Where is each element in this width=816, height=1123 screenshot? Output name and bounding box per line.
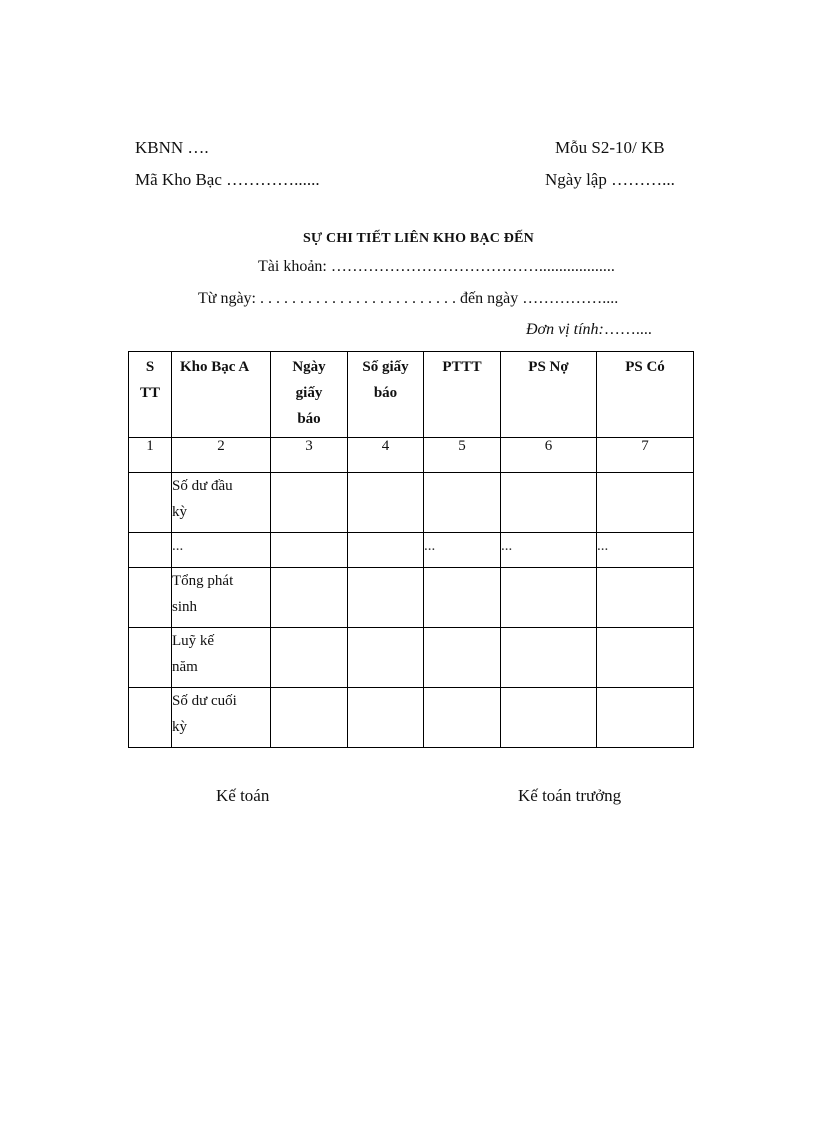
- table-cell: [348, 473, 424, 533]
- table-cell: [129, 568, 172, 628]
- table-cell: [597, 688, 694, 748]
- table-cell: [424, 473, 501, 533]
- column-number: 5: [424, 438, 501, 473]
- column-number: 4: [348, 438, 424, 473]
- date-range-line: Từ ngày: . . . . . . . . . . . . . . . . . . . . . . . . . đến ngày ……………....: [198, 290, 619, 307]
- table-row-ellipsis: [129, 533, 694, 568]
- unit-label: Đơn vị tính:: [526, 321, 604, 338]
- table-cell: [424, 688, 501, 748]
- table-cell: [348, 688, 424, 748]
- table-cell: [597, 628, 694, 688]
- table-row-opening-balance: [129, 473, 694, 533]
- table-cell: [271, 473, 348, 533]
- table-cell: [424, 628, 501, 688]
- column-number: 6: [501, 438, 597, 473]
- table-cell: [424, 568, 501, 628]
- col-header-notice-number: Số giấy báo: [348, 352, 424, 438]
- table-cell: ...: [597, 533, 694, 568]
- table-cell: [501, 628, 597, 688]
- unit-dots: ……....: [603, 321, 652, 338]
- unit-line: [526, 321, 652, 339]
- table-cell: [129, 688, 172, 748]
- row-label: ...: [172, 533, 271, 568]
- table-row-total-arising: [129, 568, 694, 628]
- col-header-notice-date: Ngày giấy báo: [271, 352, 348, 438]
- table-row-year-cumulative: [129, 628, 694, 688]
- table-cell: [597, 568, 694, 628]
- table-cell: [501, 688, 597, 748]
- chief-accountant-signature-label: Kế toán trưởng: [518, 786, 622, 805]
- table-cell: [501, 568, 597, 628]
- table-cell: [271, 568, 348, 628]
- created-date-label: Ngày lập ………...: [545, 170, 675, 189]
- table-cell: ...: [501, 533, 597, 568]
- col-header-stt: S TT: [129, 352, 172, 438]
- table-cell: [129, 533, 172, 568]
- table-cell: [271, 533, 348, 568]
- table-cell: [348, 568, 424, 628]
- row-label: Luỹ kế năm: [172, 628, 271, 688]
- table-cell: [129, 473, 172, 533]
- table-cell: [597, 473, 694, 533]
- table-row-closing-balance: [129, 688, 694, 748]
- accountant-signature-label: Kế toán: [216, 786, 270, 805]
- row-label: Tổng phát sinh: [172, 568, 271, 628]
- table-cell: ...: [424, 533, 501, 568]
- ledger-table: [128, 351, 694, 748]
- table-cell: [271, 628, 348, 688]
- treasury-label: KBNN ….: [135, 138, 209, 157]
- table-cell: [348, 533, 424, 568]
- column-number: 3: [271, 438, 348, 473]
- col-header-credit: PS Có: [597, 352, 694, 438]
- col-header-treasury: Kho Bạc A: [172, 352, 271, 438]
- row-label: Số dư đầu kỳ: [172, 473, 271, 533]
- col-header-debit: PS Nợ: [501, 352, 597, 438]
- form-number: Mỗu S2-10/ KB: [555, 138, 665, 157]
- table-cell: [501, 473, 597, 533]
- table-cell: [271, 688, 348, 748]
- column-number-row: [129, 438, 694, 473]
- table-cell: [348, 628, 424, 688]
- treasury-code-label: Mã Kho Bạc …………......: [135, 170, 320, 189]
- table-header-row: [129, 352, 694, 438]
- table-cell: [129, 628, 172, 688]
- row-label: Số dư cuối kỳ: [172, 688, 271, 748]
- account-line: Tài khoản: …………………………………...................: [258, 258, 615, 275]
- column-number: 7: [597, 438, 694, 473]
- column-number: 1: [129, 438, 172, 473]
- column-number: 2: [172, 438, 271, 473]
- document-title: SỰ CHI TIẾT LIÊN KHO BẠC ĐẾN: [303, 231, 534, 246]
- col-header-pttt: PTTT: [424, 352, 501, 438]
